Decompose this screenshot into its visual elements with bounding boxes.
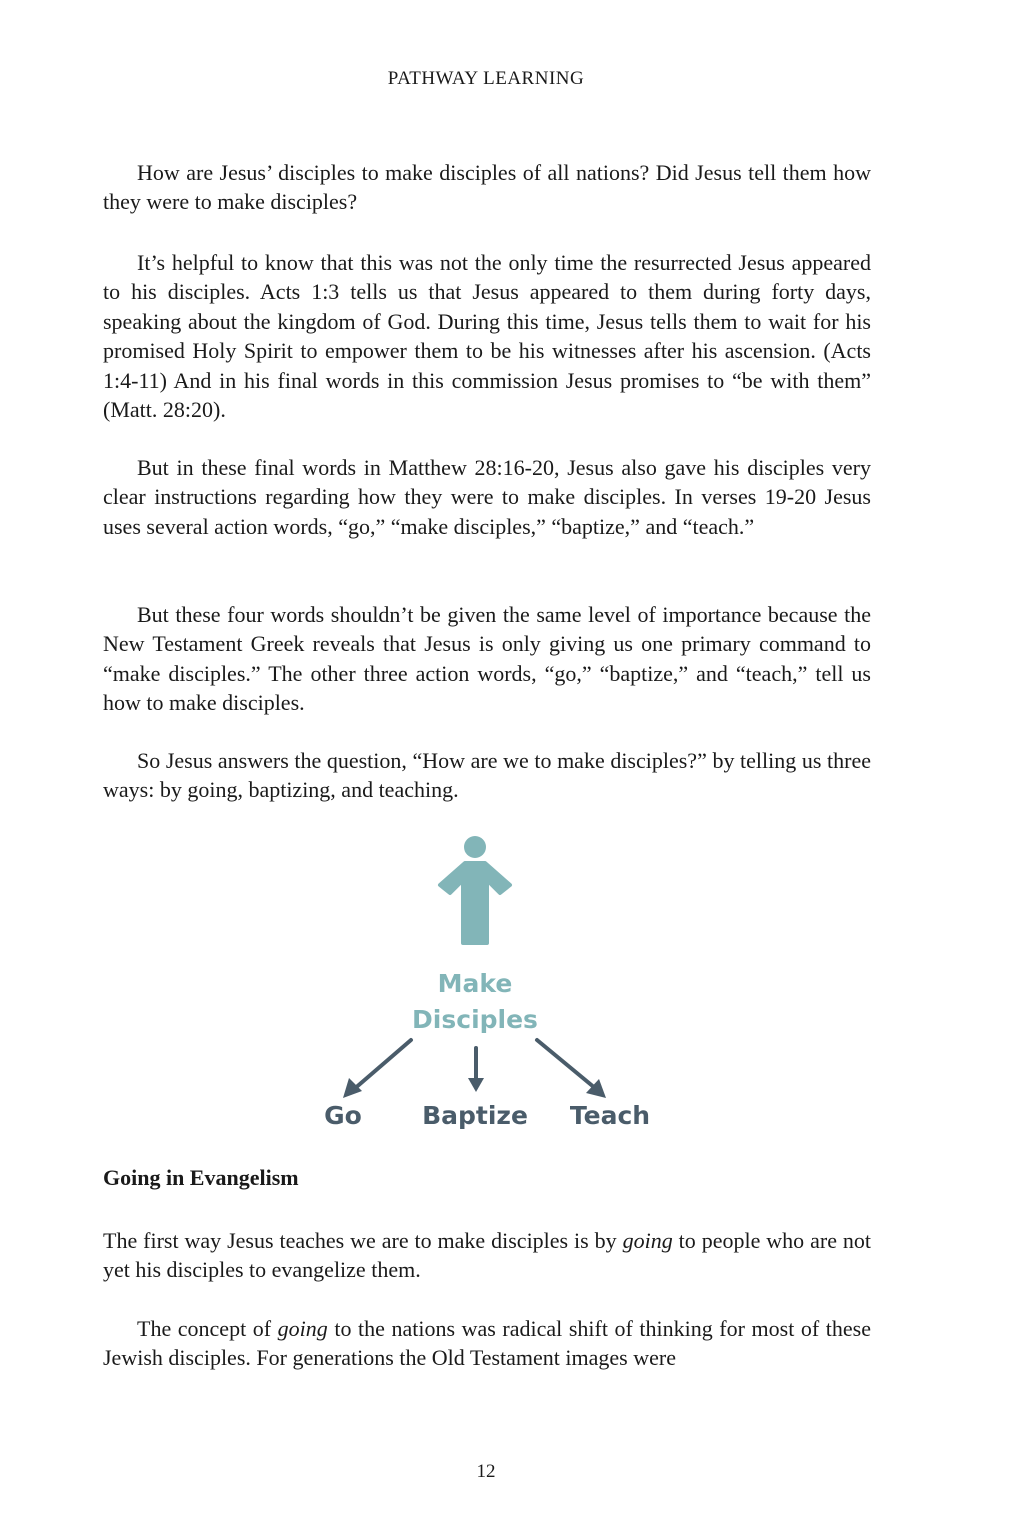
arrow-go [353, 1040, 411, 1090]
paragraph-5: So Jesus answers the question, “How are we to make disciples?” by telling us three ways: by going, baptizing, and teaching. [103, 748, 871, 803]
section-paragraph-1-end: to people who are not yet his disciples to evangelize them. [103, 1228, 872, 1283]
emphasis-going: going [622, 1228, 673, 1253]
page-number: 12 [476, 1461, 496, 1482]
paragraph-1: How are Jesus’ disciples to make disciples of all nations? Did Jesus tell them how they were to make disciples? [103, 160, 871, 215]
paragraph-2: It’s helpful to know that this was not the only time the resurrected Jesus appeared to his disciples. Acts 1:3 tells us that Jesus appeared to them during forty days, speaking about the kingdom of God. During this time, Jesus tells them to wait for his promised Holy Spirit to empower them to be his witnesses after his ascension. (Acts 1:4-11) And in his final words in this commission Jesus promises to “be with them” (Matt. 28:20). [103, 250, 871, 423]
make-disciples-label [375, 966, 575, 1038]
disciples-label: Disciples [412, 1005, 538, 1034]
section-paragraph-2-end: to the nations was radical shift of thinking for most of these Jewish disciples. For generations the Old Testament images were [103, 1316, 871, 1371]
section-paragraph-1 [103, 1226, 871, 1285]
arrow-teach [537, 1040, 595, 1088]
go-label: Go [324, 1101, 362, 1130]
paragraph-4: But these four words shouldn’t be given the same level of importance because the New Testament Greek reveals that Jesus is only giving us one primary command to “make disciples.” The other three action words, “go,” “baptize,” and “teach,” tell us how to make disciples. [103, 602, 871, 716]
diagram-arrows [330, 1030, 630, 1105]
baptize-label: Baptize [422, 1101, 528, 1130]
make-label: Make [437, 969, 513, 998]
running-head: PATHWAY LEARNING [387, 68, 585, 89]
section-paragraph-1-start: The first way Jesus teaches we are to make disciples is by [103, 1228, 623, 1253]
section-paragraph-2-start: The concept of [137, 1316, 278, 1341]
emphasis-going-2: going [277, 1316, 328, 1341]
arrowhead-baptize [468, 1078, 484, 1092]
section-heading: Going in Evangelism [103, 1165, 299, 1190]
arrowhead-go [343, 1078, 362, 1098]
teach-label: Teach [569, 1101, 651, 1130]
section-paragraph-2 [103, 1314, 871, 1373]
paragraph-3: But in these final words in Matthew 28:16-20, Jesus also gave his disciples very clear instructions regarding how they were to make disciples. In verses 19-20 Jesus uses several action words, “go,” “make disciples,” “baptize,” and “teach.” [103, 455, 871, 539]
person-arrow-up-icon [430, 833, 520, 948]
